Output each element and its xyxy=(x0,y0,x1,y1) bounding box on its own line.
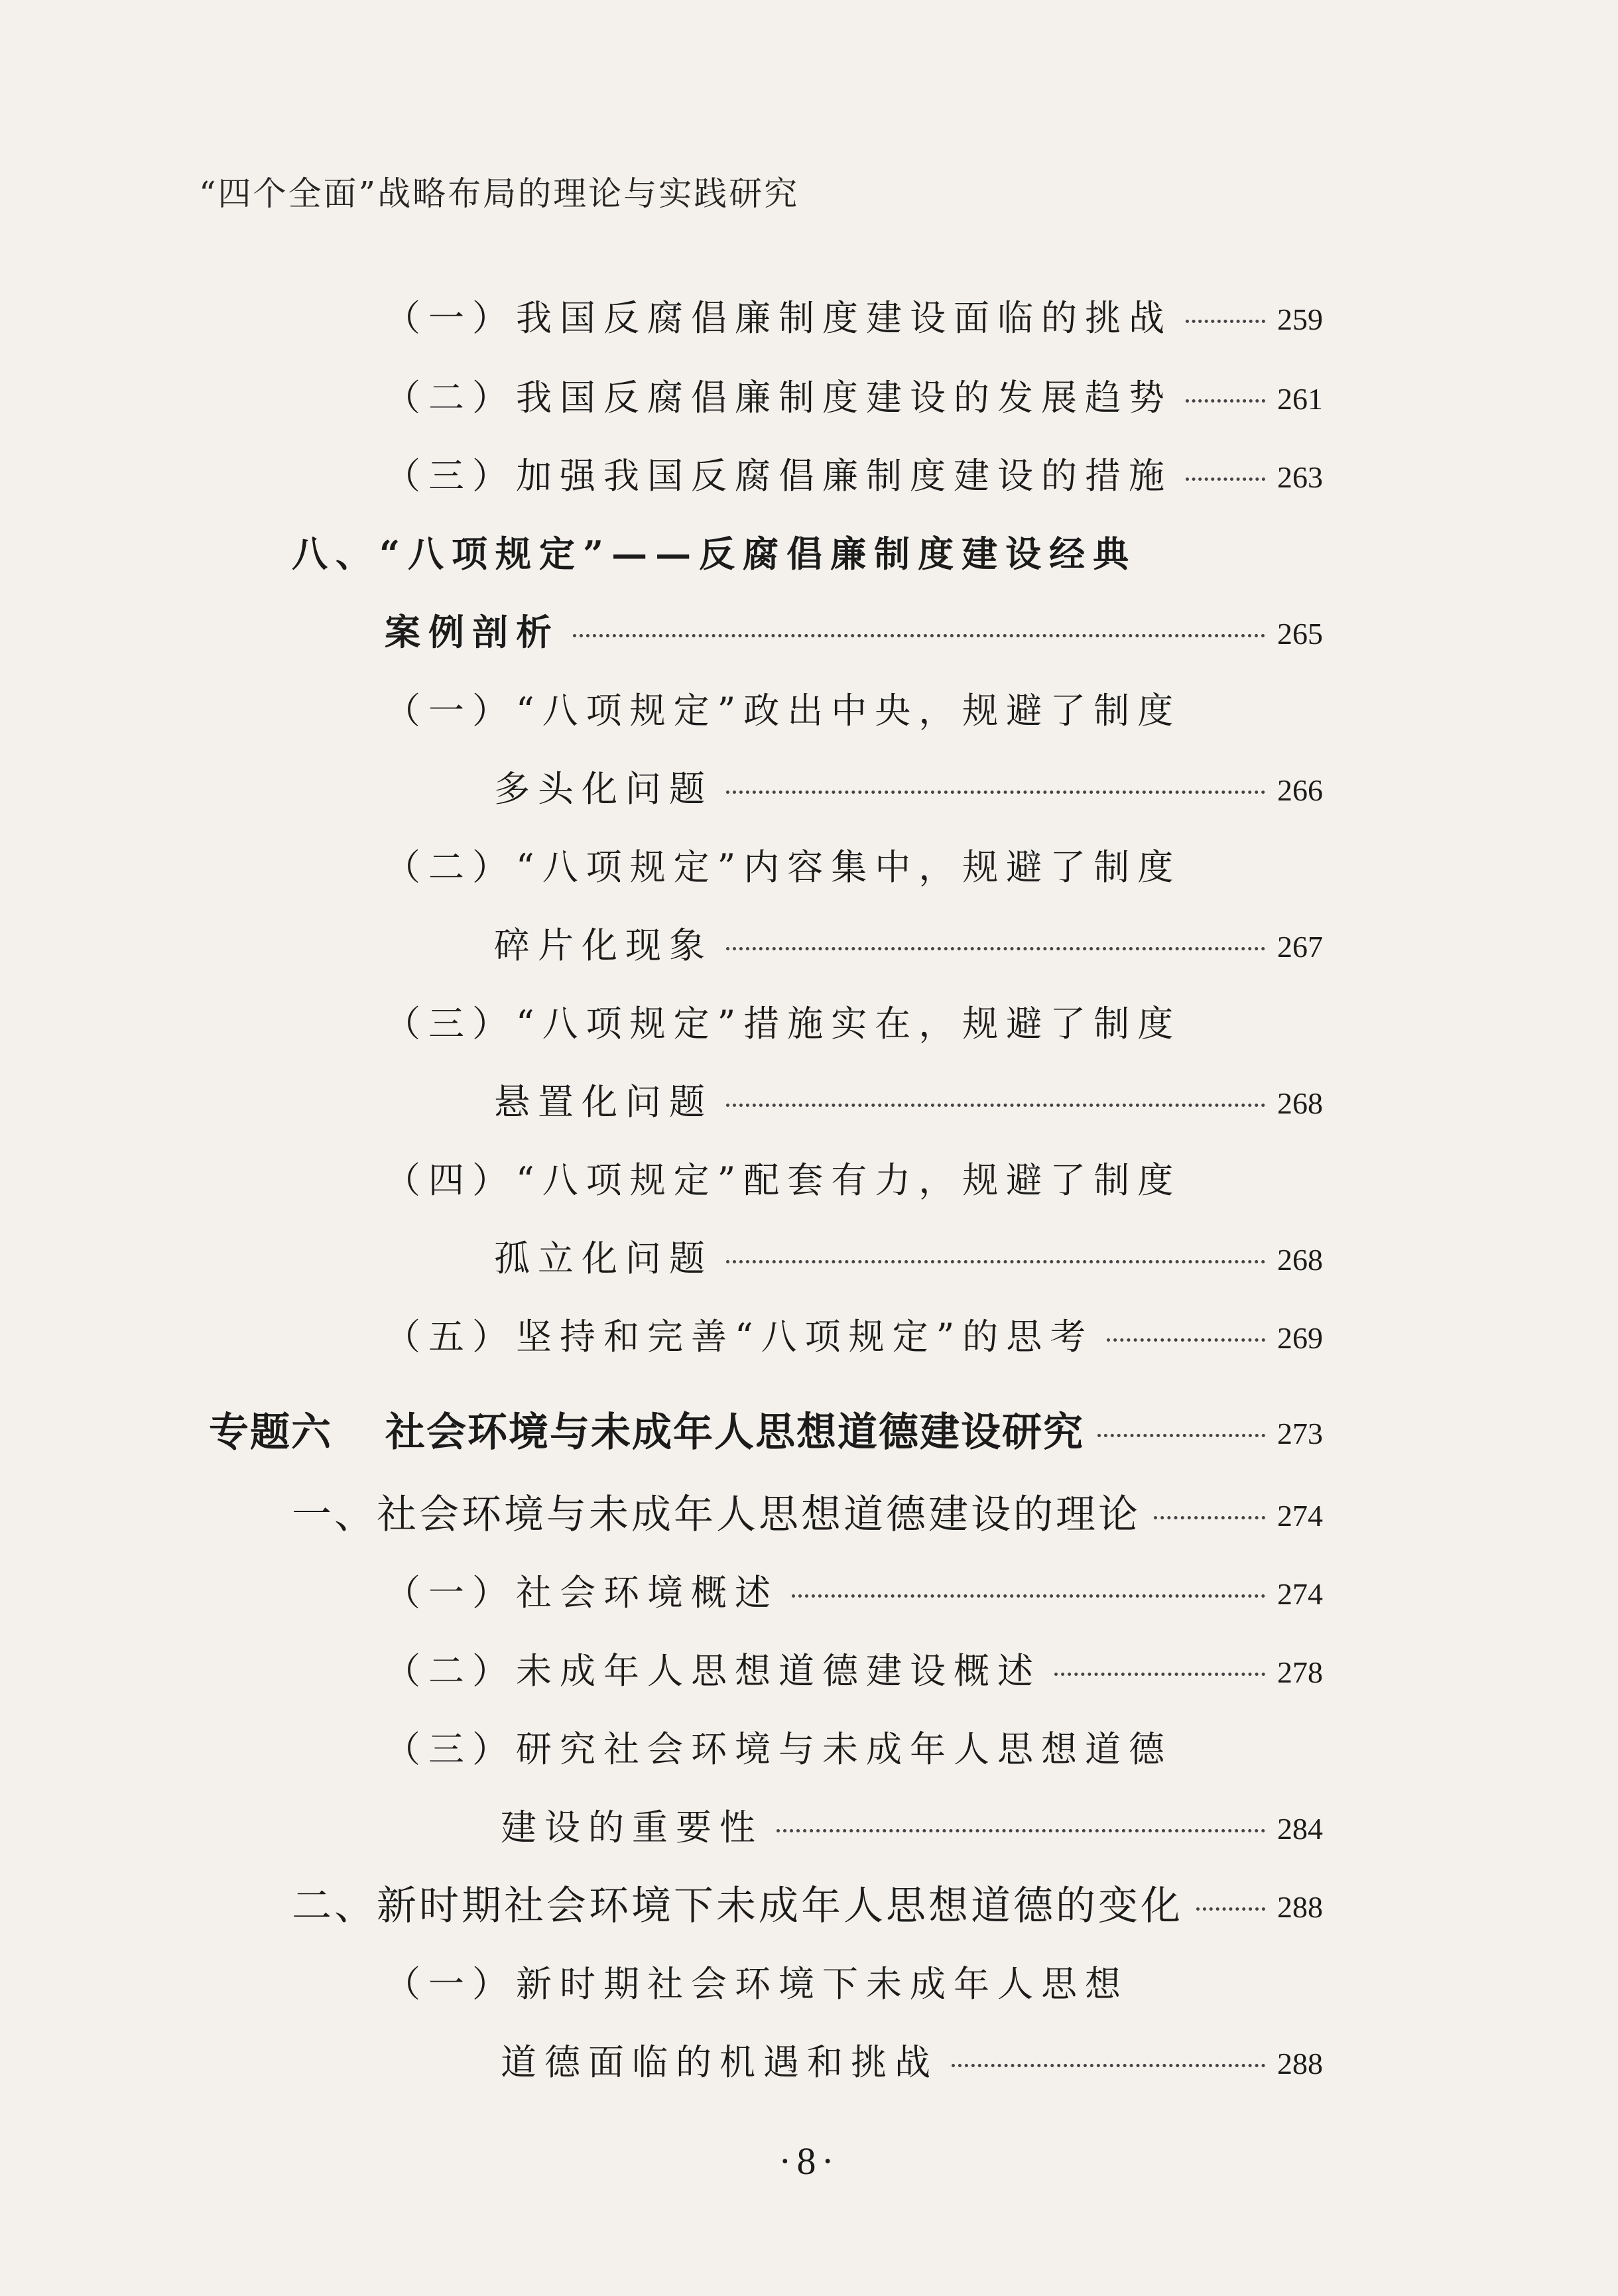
toc-entry-title: （五）坚持和完善“八项规定”的思考 xyxy=(385,1315,1094,1358)
toc-entry xyxy=(385,1297,1323,1370)
dot-leader xyxy=(1054,1673,1265,1676)
toc-entry-title: （一）社会环境概述 xyxy=(385,1571,778,1614)
dot-leader xyxy=(1186,399,1265,403)
toc-page-number: 265 xyxy=(1277,616,1323,651)
toc-page-number: 274 xyxy=(1277,1498,1323,1533)
toc-chapter-heading xyxy=(209,1393,1323,1466)
toc-page-number: 284 xyxy=(1277,1811,1323,1846)
toc-page-number: 278 xyxy=(1277,1655,1323,1689)
toc-entry xyxy=(385,671,1323,744)
toc-entry-title: 碎片化现象 xyxy=(494,924,713,966)
toc-page-number: 268 xyxy=(1277,1086,1323,1120)
toc-entry xyxy=(501,2023,1323,2096)
dot-leader xyxy=(777,1829,1265,1832)
toc-entry-title: 案例剖析 xyxy=(385,610,560,653)
chapter-label: 专题六 xyxy=(209,1409,332,1456)
toc-page-number: 267 xyxy=(1277,929,1323,964)
toc-entry xyxy=(385,1141,1323,1214)
toc-entry xyxy=(494,906,1323,979)
toc-entry-title: 道德面临的机遇和挑战 xyxy=(501,2041,938,2083)
toc-entry-title: （一）新时期社会环境下未成年人思想 xyxy=(385,1962,1129,2005)
toc-page-number: 288 xyxy=(1277,2046,1323,2080)
toc-entry xyxy=(292,1475,1323,1548)
toc-entry xyxy=(385,593,1323,666)
toc-entry xyxy=(494,749,1323,822)
toc-entry-title: （二）“八项规定”内容集中，规避了制度 xyxy=(385,846,1182,888)
dot-leader xyxy=(1186,320,1265,323)
toc-entry-title: 二、新时期社会环境下未成年人思想道德的变化 xyxy=(292,1883,1183,1929)
toc-page-number: 259 xyxy=(1277,302,1323,336)
toc-entry-title: 孤立化问题 xyxy=(494,1237,713,1279)
toc-page-number: 288 xyxy=(1277,1889,1323,1924)
dot-leader xyxy=(726,791,1265,794)
toc-entry xyxy=(385,436,1323,509)
toc-entry-title: 社会环境与未成年人思想道德建设研究 xyxy=(385,1409,1084,1456)
toc-entry-title: 悬置化问题 xyxy=(494,1080,713,1123)
toc-section-heading xyxy=(292,515,1323,588)
toc-entry-title: （二）我国反腐倡廉制度建设的发展趋势 xyxy=(385,376,1172,418)
toc-entry xyxy=(292,1866,1323,1939)
toc-page-number: 274 xyxy=(1277,1576,1323,1611)
toc-entry-title: （一）我国反腐倡廉制度建设面临的挑战 xyxy=(385,296,1172,339)
dot-leader xyxy=(792,1594,1265,1598)
dot-leader xyxy=(726,947,1265,950)
toc-entry-title: 多头化问题 xyxy=(494,767,713,810)
toc-page-number: 266 xyxy=(1277,773,1323,807)
dot-leader xyxy=(1097,1434,1265,1437)
toc-entry xyxy=(385,984,1323,1057)
toc-page-number: 263 xyxy=(1277,460,1323,494)
toc-entry xyxy=(385,1710,1323,1783)
dot-leader xyxy=(952,2064,1265,2067)
toc-entry xyxy=(385,1631,1323,1704)
toc-entry-title: 八、“八项规定”——反腐倡廉制度建设经典 xyxy=(292,532,1137,575)
toc-entry-title: （一）“八项规定”政出中央，规避了制度 xyxy=(385,689,1182,732)
dot-leader xyxy=(1196,1907,1265,1911)
toc-entry xyxy=(385,1553,1323,1626)
toc-page-number: 268 xyxy=(1277,1242,1323,1277)
page-number: ·8· xyxy=(778,2139,840,2183)
dot-leader xyxy=(573,634,1265,637)
toc-entry-title: （二）未成年人思想道德建设概述 xyxy=(385,1649,1041,1692)
toc-entry xyxy=(385,828,1323,901)
toc-entry xyxy=(385,279,1323,351)
toc-entry-title: （三）加强我国反腐倡廉制度建设的措施 xyxy=(385,454,1172,497)
toc-entry xyxy=(494,1062,1323,1135)
toc-page-number: 261 xyxy=(1277,381,1323,416)
dot-leader xyxy=(726,1104,1265,1107)
toc-page-number: 269 xyxy=(1277,1320,1323,1355)
toc-entry xyxy=(385,358,1323,431)
toc-entry xyxy=(494,1219,1323,1292)
toc-page-number: 273 xyxy=(1277,1416,1323,1450)
toc-entry-title: （三）研究社会环境与未成年人思想道德 xyxy=(385,1728,1172,1770)
dot-leader xyxy=(726,1260,1265,1263)
toc-entry-title: （三）“八项规定”措施实在，规避了制度 xyxy=(385,1002,1182,1045)
toc-entry xyxy=(385,1945,1323,2017)
dot-leader xyxy=(1186,478,1265,481)
toc-entry-title: 一、社会环境与未成年人思想道德建设的理论 xyxy=(292,1492,1141,1538)
toc-entry-title: （四）“八项规定”配套有力，规避了制度 xyxy=(385,1159,1182,1201)
toc-entry xyxy=(501,1788,1323,1861)
dot-leader xyxy=(1107,1338,1265,1342)
toc-entry-title: 建设的重要性 xyxy=(501,1806,763,1848)
running-header: “四个全面”战略布局的理论与实践研究 xyxy=(199,174,800,213)
dot-leader xyxy=(1154,1516,1265,1519)
